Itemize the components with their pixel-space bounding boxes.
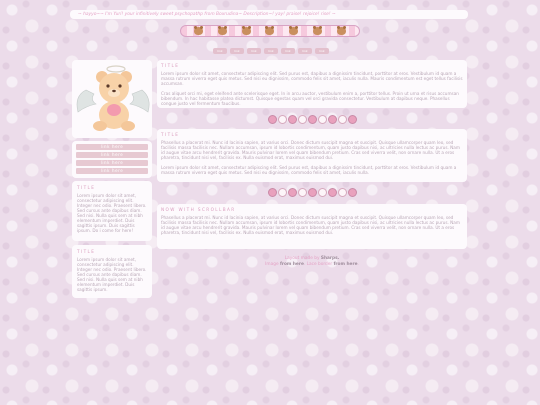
top-nav-link[interactable]: link bbox=[315, 48, 329, 54]
candy-icon bbox=[328, 188, 337, 197]
angel-bear-image bbox=[72, 60, 152, 138]
top-nav-link[interactable]: link bbox=[247, 48, 261, 54]
credit-text: Layout made by bbox=[284, 256, 321, 261]
top-nav bbox=[213, 48, 329, 54]
candy-divider bbox=[262, 186, 362, 198]
candy-icon bbox=[268, 115, 277, 124]
paragraph: Cras aliquet orci mi, eget eleifend ante scelerisque eget. In in arcu auctor, vestibulum enim a, porttitor tellus. Proin ut urna et risus accumsan bibendum. In hac habitasse platea dictumst. Quisque egestas quam vel orci gravida consectetur. Vestibulum at dapibus neque. Phasellus congue justo vel fermentum faucibus. bbox=[161, 91, 459, 106]
candy-icon bbox=[318, 115, 327, 124]
top-nav-link[interactable]: link bbox=[281, 48, 295, 54]
candy-icon bbox=[278, 188, 287, 197]
candy-icon bbox=[338, 188, 347, 197]
content-box-title: NOW WITH SCROLLBAR bbox=[161, 207, 236, 212]
bear-icon bbox=[194, 27, 203, 35]
banner-text: ~ hayyo~~ I'm Yuri! your infinitively sweet psychopathp from Boxrudina~ Description~! yay! praise! rejoice! rise! ~ bbox=[78, 12, 336, 17]
sidebar-box bbox=[72, 181, 152, 241]
bear-icon bbox=[337, 27, 346, 35]
image-source-link[interactable]: from here bbox=[279, 262, 304, 267]
sidebar-box-title: TITLE bbox=[77, 185, 96, 190]
content-box-title: TITLE bbox=[161, 132, 180, 137]
sidebar-box-text: Lorem ipsum dolor sit amet, consectetur adipiscing elit. Integer nec odio. Praesent libero. Sed cursus ante dapibus diam. Sed nisi. Nulla quis sem at nibh elementum imperdiet. Duis sagittis ipsum. Duis sagittis ipsum. Do i come for here! bbox=[77, 193, 147, 233]
candy-icon bbox=[288, 188, 297, 197]
top-nav-link[interactable]: link bbox=[298, 48, 312, 54]
footer-credits bbox=[157, 256, 467, 268]
bear-icon bbox=[289, 27, 298, 35]
candy-icon bbox=[348, 188, 357, 197]
paragraph: Phasellus a placerat mi. Nunc id lacinia sapien, at varius orci. Donec dictum suscipit magna et suscipit. Quisque ullamcorper quam leo, sed facilisis massa facilisis nec. Nullam accumsan, ipsum id lobortis condimentum, quam justo dapibus nisi, ac ultricies nulla lectus ac purus. Nam id augue vitae arcu hendrerit gravida. Mauris pulvinar lorem vel quam bibendum pretium. Cras sed viverra velit, non ornare nulla. Ut a eros pharetra, tincidunt nisi vel, facilisis ex. Nulla euismod erat, maximus euismod dui. bbox=[161, 215, 460, 235]
sidebar-box-title: TITLE bbox=[77, 249, 96, 254]
bear-icon bbox=[265, 27, 274, 35]
sidebar-link[interactable]: link here bbox=[76, 152, 148, 158]
candy-icon bbox=[298, 115, 307, 124]
lace-source-link[interactable]: from here bbox=[333, 262, 358, 267]
credit-text: Image bbox=[265, 262, 280, 267]
credit-text: . bbox=[357, 262, 359, 267]
top-nav-link[interactable]: link bbox=[264, 48, 278, 54]
paragraph: Phasellus a placerat mi. Nunc id lacinia sapien, at varius orci. Donec dictum suscipit magna et suscipit. Quisque ullamcorper quam leo, sed facilisis massa facilisis nec. Nullam accumsan, ipsum id lobortis condimentum, quam justo dapibus nisi, ac ultricies nulla lectus ac purus. Nam id augue vitae arcu hendrerit gravida. Mauris pulvinar lorem vel quam bibendum pretium. Cras sed viverra velit, non ornare nulla. Ut a eros pharetra, tincidunt nisi vel, facilisis ex. Nulla euismod erat, maximus euismod dui. bbox=[161, 140, 460, 160]
candy-icon bbox=[268, 188, 277, 197]
content-box bbox=[157, 129, 467, 182]
angel-bear-icon bbox=[72, 60, 152, 138]
candy-icon bbox=[328, 115, 337, 124]
bear-icon bbox=[313, 27, 322, 35]
candy-icon bbox=[348, 115, 357, 124]
credit-text: . Lace border bbox=[303, 262, 334, 267]
candy-divider bbox=[262, 113, 362, 125]
candy-icon bbox=[338, 115, 347, 124]
bear-strip-banner bbox=[180, 25, 360, 37]
candy-icon bbox=[278, 115, 287, 124]
candy-icon bbox=[298, 188, 307, 197]
content-box bbox=[157, 60, 467, 108]
candy-icon bbox=[308, 188, 317, 197]
candy-icon bbox=[308, 115, 317, 124]
top-nav-link[interactable]: link bbox=[230, 48, 244, 54]
top-nav-link[interactable]: link bbox=[213, 48, 227, 54]
paragraph: Lorem ipsum dolor sit amet, consectetur adipiscing elit. Sed purus est, dapibus a dignissim tincidunt, porttitor at eros. Vestibulum id quam a massa rutrum viverra eget quis metus. Sed nisi eu dignissim, commodo felis sit amet, iaculis nulla. bbox=[161, 165, 457, 175]
sidebar-nav bbox=[72, 141, 152, 178]
bear-icon bbox=[242, 27, 251, 35]
sidebar-box bbox=[72, 245, 152, 298]
content-box-title: TITLE bbox=[161, 63, 180, 68]
sidebar-link[interactable]: link here bbox=[76, 168, 148, 174]
header-banner bbox=[70, 10, 468, 19]
sidebar-box-text: Lorem ipsum dolor sit amet, consectetur adipiscing elit. Integer nec odio. Praesent libero. Sed cursus ante dapibus diam. Sed nisi. Nulla quis sem at nibh elementum imperdiet. Duis sagittis ipsum. bbox=[77, 257, 147, 292]
bear-icon bbox=[218, 27, 227, 35]
credit-link[interactable]: Sharps. bbox=[320, 256, 340, 261]
sidebar-link[interactable]: link here bbox=[76, 160, 148, 166]
candy-icon bbox=[288, 115, 297, 124]
sidebar-link[interactable]: link here bbox=[76, 144, 148, 150]
candy-icon bbox=[318, 188, 327, 197]
paragraph: Lorem ipsum dolor sit amet, consectetur adipiscing elit. Sed purus est, dapibus a dignissim tincidunt, porttitor at eros. Vestibulum id quam a massa rutrum viverra eget quis metus. Sed nisi eu dignissim, commodo felis sit amet, iaculis nulla. Mauris condimentum est eget tellus facilisis accumsan. bbox=[161, 71, 463, 86]
scroll-content-box[interactable] bbox=[157, 204, 467, 249]
